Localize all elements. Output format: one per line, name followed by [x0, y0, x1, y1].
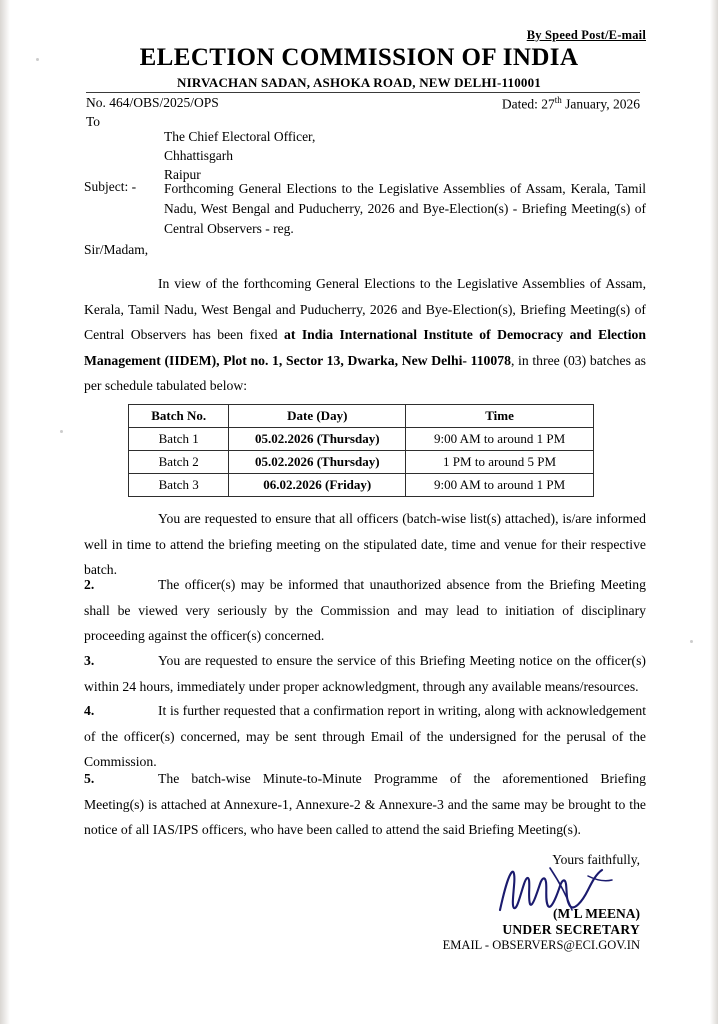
paragraph-5-text: The batch-wise Minute-to-Minute Programme of the aforementioned Briefing Meeting(s) is attached at Annexure-1, Annexure-2 & Annexure-3 and the same may be brought to the notice of all IAS/IPS officers, who have been called to attend the said Briefing Meeting(s).: [84, 771, 646, 837]
venue-text: at India International Institute of Democracy and Election Management (IIDEM), Plot no. 1, Sector 13, Dwarka, New Delhi- 110078: [84, 327, 646, 368]
paragraph-2-text: The officer(s) may be informed that unauthorized absence from the Briefing Meeting shall be viewed very seriously by the Commission and may lead to initiation of disciplinary proceeding against the officer(s) concerned.: [84, 577, 646, 643]
paragraph-5-number: 5.: [84, 771, 95, 786]
signatory-email: EMAIL - OBSERVERS@ECI.GOV.IN: [442, 938, 640, 952]
paragraph-3-text: You are requested to ensure the service of this Briefing Meeting notice on the officer(s) within 24 hours, immediately under proper acknowledgment, through any available means/resources.: [84, 653, 646, 694]
intro-paragraph: [84, 271, 646, 399]
paragraph-4: [84, 698, 646, 775]
batch-schedule-table: [128, 404, 594, 497]
column-header-batch: Batch No.: [129, 405, 229, 428]
intro-text-part-2: , in three (03) batches as per schedule tabulated below:: [84, 352, 646, 393]
cell-time: 1 PM to around 5 PM: [406, 451, 594, 474]
organization-title: ELECTION COMMISSION OF INDIA: [139, 44, 579, 71]
paragraph-3-number: 3.: [84, 653, 95, 668]
paragraph-4-number: 4.: [84, 703, 95, 718]
cell-batch: Batch 2: [129, 451, 229, 474]
subject-label: Subject: -: [84, 179, 137, 194]
paragraph-2-number: 2.: [84, 577, 95, 592]
paragraph-4-text: It is further requested that a confirmation report in writing, along with acknowledgement of the officer(s) concerned, may be sent through Email of the undersigned for the perusal of the Commission.: [84, 703, 646, 769]
cell-time: 9:00 AM to around 1 PM: [406, 428, 594, 451]
cell-batch: Batch 1: [129, 428, 229, 451]
date-suffix: January, 2026: [561, 96, 640, 112]
subject-text: Forthcoming General Elections to the Legislative Assemblies of Assam, Kerala, Tamil Nadu, West Bengal and Puducherry, 2026 and Bye-Election(s) - Briefing Meeting(s) of Central Observers - reg.: [164, 181, 646, 236]
cell-time: 9:00 AM to around 1 PM: [406, 474, 594, 497]
table-row: [129, 474, 594, 497]
column-header-date: Date (Day): [229, 405, 406, 428]
table-header-row: [129, 405, 594, 428]
addressee-block: [164, 127, 315, 184]
paragraph-1-text: You are requested to ensure that all officers (batch-wise list(s) attached), is/are informed well in time to attend the briefing meeting on the stipulated date, time and venue for their respective batch.: [84, 511, 646, 577]
table-row: [129, 428, 594, 451]
header-divider: [86, 92, 640, 93]
paragraph-3: [84, 648, 646, 699]
organization-address: NIRVACHAN SADAN, ASHOKA ROAD, NEW DELHI-110001: [176, 75, 541, 90]
table-row: [129, 451, 594, 474]
addressee-line-1: The Chief Electoral Officer,: [164, 129, 316, 144]
addressee-line-3: Raipur: [164, 167, 201, 182]
speed-post-note: By Speed Post/E-mail: [526, 28, 646, 42]
closing-salutation: Yours faithfully,: [552, 852, 640, 867]
column-header-time: Time: [406, 405, 594, 428]
paragraph-5: [84, 766, 646, 843]
signatory-name: (M L MEENA): [553, 906, 640, 921]
date-superscript: th: [554, 95, 562, 105]
reference-number: No. 464/OBS/2025/OPS: [86, 95, 219, 110]
cell-date: 06.02.2026 (Friday): [229, 474, 406, 497]
cell-batch: Batch 3: [129, 474, 229, 497]
intro-text-part-1: In view of the forthcoming General Elections to the Legislative Assemblies of Assam, Kerala, Tamil Nadu, West Bengal and Puducherry, 2026 and Bye-Election(s), Briefing Meeting(s) of Central Observers has been fixed: [84, 276, 646, 342]
to-label: To: [86, 114, 101, 129]
date-prefix: Dated: 27: [501, 96, 555, 112]
addressee-line-2: Chhattisgarh: [164, 148, 233, 163]
cell-date: 05.02.2026 (Thursday): [229, 451, 406, 474]
cell-date: 05.02.2026 (Thursday): [229, 428, 406, 451]
signatory-designation: UNDER SECRETARY: [502, 922, 640, 937]
salutation: Sir/Madam,: [84, 242, 149, 257]
date-line: [502, 95, 640, 113]
paragraph-2: [84, 572, 646, 649]
